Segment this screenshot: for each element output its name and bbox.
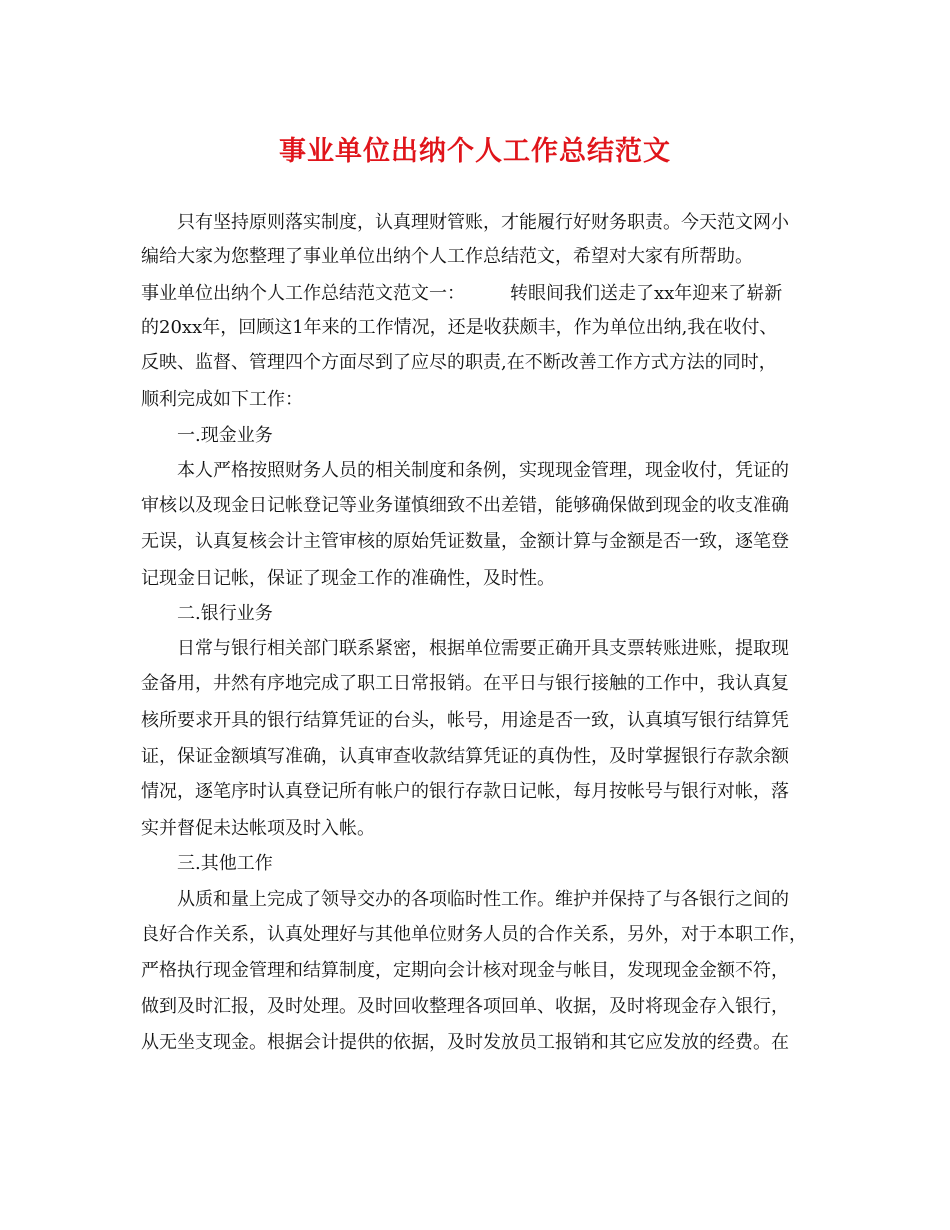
body-line: 核所要求开具的银行结算凭证的台头，帐号，用途是否一致，认真填写银行结算凭 — [141, 710, 789, 731]
body-line: 审核以及现金日记帐登记等业务谨慎细致不出差错，能够确保做到现金的收支准确 — [141, 495, 789, 516]
body-line: 证，保证金额填写准确，认真审查收款结算凭证的真伪性，及时掌握银行存款余额 — [141, 746, 789, 767]
body-line: 记现金日记帐，保证了现金工作的准确性，及时性。 — [141, 568, 555, 589]
body-line: 从质和量上完成了领导交办的各项临时性工作。维护并保持了与各银行之间的 — [177, 889, 789, 910]
body-line: 编给大家为您整理了事业单位出纳个人工作总结范文，希望对大家有所帮助。 — [141, 246, 753, 267]
body-line: 严格执行现金管理和结算制度，定期向会计核对现金与帐目，发现现金金额不符， — [141, 960, 789, 981]
body-line: 做到及时汇报，及时处理。及时回收整理各项回单、收据，及时将现金存入银行， — [141, 996, 789, 1017]
document-title: 事业单位出纳个人工作总结范文 — [279, 136, 671, 167]
section-heading: 三.其他工作 — [177, 853, 273, 874]
body-line: 本人严格按照财务人员的相关制度和条例，实现现金管理，现金收付，凭证的 — [177, 460, 789, 481]
body-line: 无误，认真复核会计主管审核的原始凭证数量，金额计算与金额是否一致，逐笔登 — [141, 531, 789, 552]
body-line: 反映、监督、管理四个方面尽到了应尽的职责,在不断改善工作方式方法的同时， — [141, 352, 777, 373]
body-line: 的20xx年，回顾这1年来的工作情况，还是收获颇丰，作为单位出纳,我在收付、 — [141, 317, 778, 338]
body-line: 金备用，井然有序地完成了职工日常报销。在平日与银行接触的工作中，我认真复 — [141, 673, 789, 694]
section-heading: 一.现金业务 — [177, 425, 273, 446]
body-line: 只有坚持原则落实制度，认真理财管账，才能履行好财务职责。今天范文网小 — [177, 212, 789, 233]
body-line: 日常与银行相关部门联系紧密，根据单位需要正确开具支票转账进账，提取现 — [177, 638, 789, 659]
body-line: 良好合作关系，认真处理好与其他单位财务人员的合作关系，另外，对于本职工作， — [141, 924, 807, 945]
body-line: 情况，逐笔序时认真登记所有帐户的银行存款日记帐，每月按帐号与银行对帐，落 — [141, 781, 789, 802]
section-heading: 二.银行业务 — [177, 603, 273, 624]
body-line: 事业单位出纳个人工作总结范文范文一： 转眼间我们送走了xx年迎来了崭新 — [141, 283, 783, 304]
body-line: 实并督促未达帐项及时入帐。 — [141, 818, 375, 839]
body-line: 顺利完成如下工作： — [141, 389, 303, 410]
body-line: 从无坐支现金。根据会计提供的依据，及时发放员工报销和其它应发放的经费。在 — [141, 1032, 789, 1053]
